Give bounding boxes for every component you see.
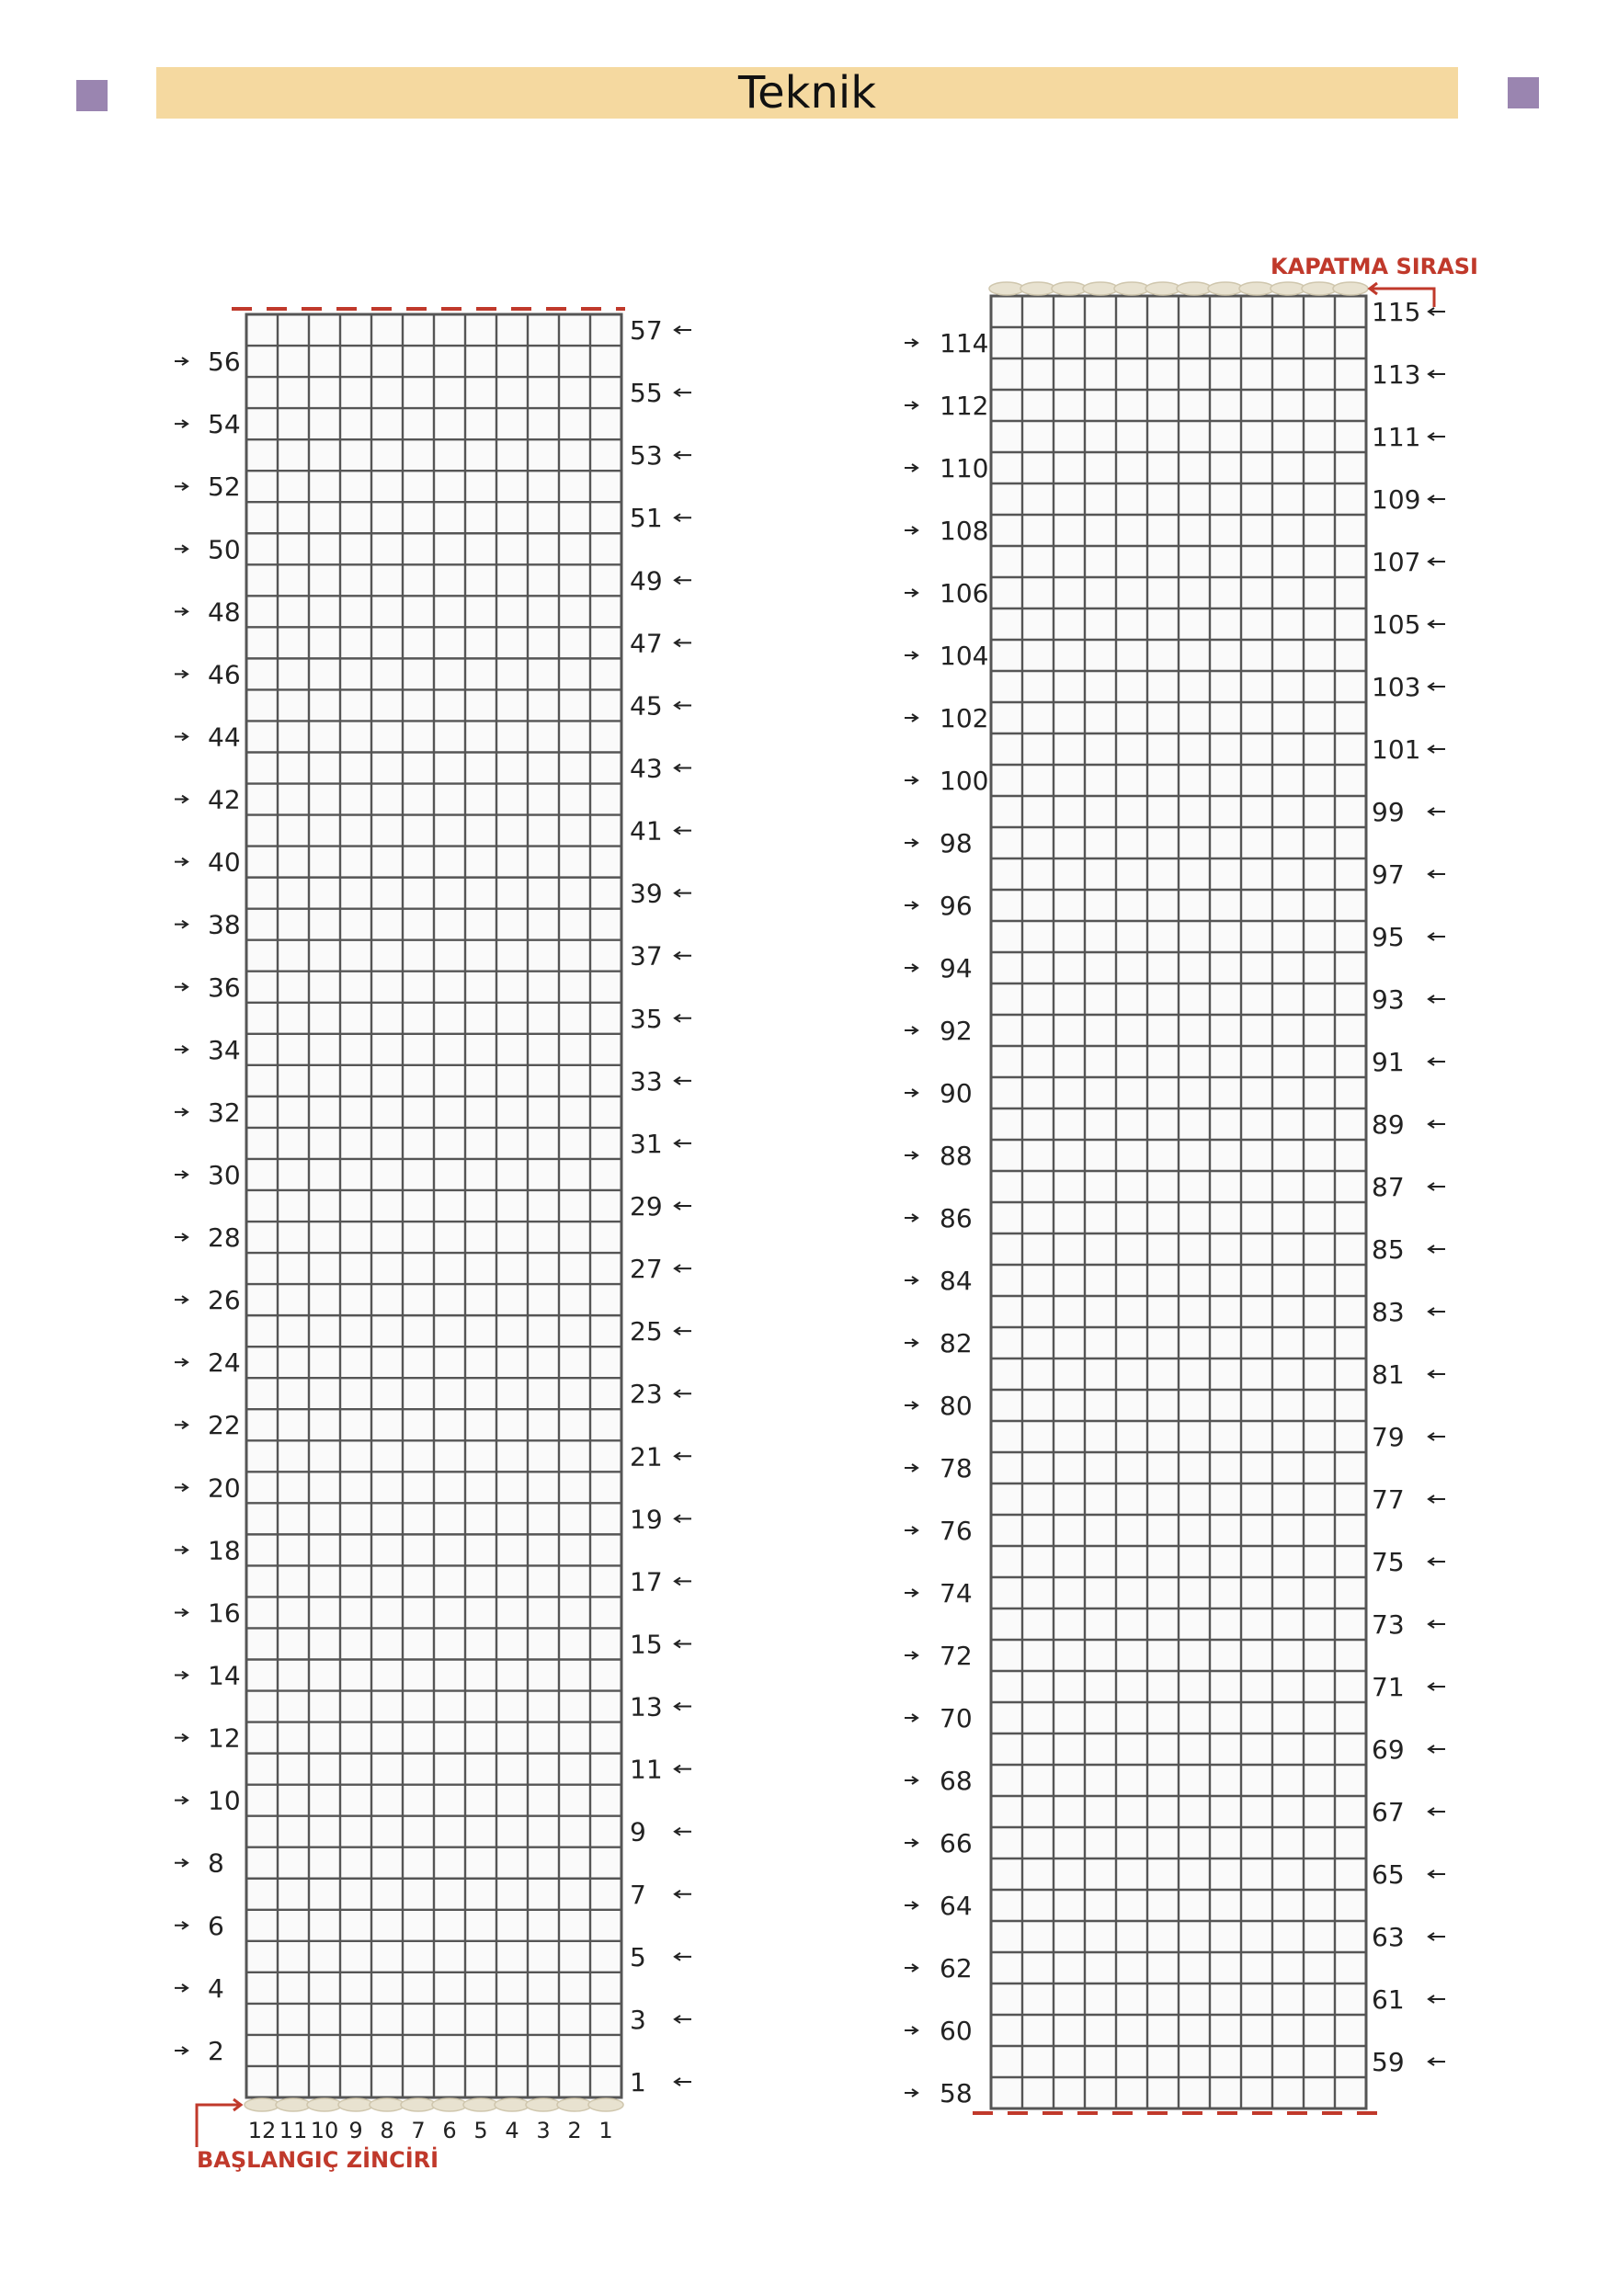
row-label: 85	[1372, 1234, 1405, 1265]
chain-stitch	[495, 2098, 530, 2111]
row-arrow-right	[175, 1483, 188, 1491]
row-label: 111	[1372, 422, 1421, 452]
row-label: 90	[940, 1078, 973, 1108]
row-arrow-left	[1429, 1308, 1445, 1315]
column-label: 9	[348, 2118, 363, 2143]
column-label: 8	[380, 2118, 394, 2143]
row-arrow-left	[675, 389, 691, 396]
row-label: 67	[1372, 1797, 1405, 1827]
row-label: 37	[630, 940, 663, 972]
row-arrow-right	[905, 1839, 917, 1847]
row-arrow-right	[905, 1589, 917, 1597]
row-arrow-right	[175, 1984, 188, 1992]
column-label: 10	[310, 2118, 339, 2143]
row-label: 59	[1372, 2047, 1405, 2077]
row-arrow-right	[905, 1152, 917, 1159]
row-arrow-left	[675, 1828, 691, 1836]
row-label: 65	[1372, 1859, 1405, 1890]
row-arrow-left	[675, 952, 691, 960]
row-arrow-right	[175, 1421, 188, 1428]
row-arrow-left	[1429, 1370, 1445, 1378]
row-label: 50	[208, 534, 241, 565]
row-label: 109	[1372, 484, 1421, 515]
chain-stitch	[338, 2098, 373, 2111]
row-label: 38	[208, 909, 241, 940]
chain-stitch	[307, 2098, 342, 2111]
row-arrow-left	[1429, 1495, 1445, 1503]
row-arrow-right	[905, 1902, 917, 1909]
row-arrow-right	[905, 1089, 917, 1097]
row-arrow-left	[675, 701, 691, 709]
row-arrow-right	[175, 921, 188, 928]
row-arrow-right	[905, 1964, 917, 1972]
row-arrow-right	[905, 1214, 917, 1222]
row-arrow-right	[905, 464, 917, 472]
row-arrow-right	[905, 902, 917, 909]
page-title: Teknik	[737, 67, 877, 119]
row-arrow-left	[675, 1703, 691, 1711]
row-label: 16	[208, 1597, 241, 1629]
row-label: 51	[630, 503, 663, 534]
row-arrow-left	[675, 1766, 691, 1773]
row-label: 66	[940, 1828, 973, 1858]
chain-stitch	[1114, 282, 1149, 295]
row-arrow-left	[1429, 308, 1445, 315]
column-label: 5	[473, 2118, 488, 2143]
row-arrow-right	[175, 358, 188, 365]
row-arrow-left	[1429, 683, 1445, 690]
row-arrow-right	[905, 1652, 917, 1659]
row-label: 42	[208, 784, 241, 815]
row-arrow-right	[175, 733, 188, 740]
column-label: 1	[598, 2118, 613, 2143]
row-arrow-right	[905, 777, 917, 784]
row-arrow-left	[1429, 1620, 1445, 1628]
row-arrow-right	[175, 1672, 188, 1679]
row-label: 106	[940, 578, 989, 608]
row-label: 97	[1372, 859, 1405, 890]
row-arrow-right	[175, 670, 188, 677]
row-arrow-left	[1429, 1995, 1445, 2003]
row-label: 39	[630, 878, 663, 909]
row-arrow-right	[175, 483, 188, 490]
chain-stitch	[1239, 282, 1274, 295]
row-label: 108	[940, 516, 989, 546]
chain-stitch	[1145, 282, 1180, 295]
row-arrow-right	[905, 589, 917, 597]
row-arrow-right	[175, 1046, 188, 1053]
row-arrow-left	[675, 2016, 691, 2023]
column-label: 2	[567, 2118, 582, 2143]
row-label: 103	[1372, 672, 1421, 702]
row-label: 114	[940, 328, 989, 358]
row-label: 53	[630, 440, 663, 472]
row-label: 92	[940, 1016, 973, 1046]
column-label: 3	[536, 2118, 551, 2143]
row-label: 49	[630, 565, 663, 597]
row-arrow-right	[175, 1233, 188, 1241]
row-arrow-right	[175, 1859, 188, 1867]
row-arrow-right	[905, 1464, 917, 1472]
row-label: 89	[1372, 1109, 1405, 1140]
row-label: 115	[1372, 297, 1421, 327]
row-label: 79	[1372, 1422, 1405, 1452]
row-label: 112	[940, 391, 989, 421]
row-arrow-right	[175, 420, 188, 427]
row-arrow-left	[675, 1265, 691, 1272]
row-label: 22	[208, 1410, 241, 1441]
row-label: 7	[630, 1879, 646, 1910]
chain-stitch	[1208, 282, 1243, 295]
chain-stitch	[557, 2098, 592, 2111]
column-label: 6	[442, 2118, 457, 2143]
chain-stitch	[370, 2098, 404, 2111]
chain-stitch	[1333, 282, 1368, 295]
row-label: 72	[940, 1641, 973, 1671]
row-arrow-left	[1429, 1183, 1445, 1190]
row-label: 20	[208, 1472, 241, 1504]
row-label: 63	[1372, 1922, 1405, 1952]
row-arrow-right	[905, 1402, 917, 1409]
row-label: 5	[630, 1941, 646, 1972]
row-label: 104	[940, 641, 989, 671]
row-arrow-right	[175, 608, 188, 615]
row-label: 70	[940, 1703, 973, 1733]
row-label: 80	[940, 1391, 973, 1421]
row-arrow-left	[675, 2078, 691, 2086]
column-label: 12	[247, 2118, 277, 2143]
chain-stitch	[401, 2098, 436, 2111]
row-label: 101	[1372, 734, 1421, 765]
row-label: 95	[1372, 922, 1405, 952]
row-arrow-left	[1429, 1058, 1445, 1065]
row-label: 2	[208, 2035, 224, 2066]
row-label: 76	[940, 1516, 973, 1546]
row-label: 94	[940, 953, 973, 983]
row-arrow-left	[675, 765, 691, 772]
row-label: 83	[1372, 1297, 1405, 1327]
row-label: 82	[940, 1328, 973, 1358]
row-label: 41	[630, 815, 663, 847]
row-arrow-left	[675, 1390, 691, 1397]
row-arrow-left	[675, 576, 691, 584]
row-arrow-left	[675, 1015, 691, 1022]
row-label: 11	[630, 1754, 663, 1785]
row-label: 96	[940, 891, 973, 921]
row-label: 10	[208, 1785, 241, 1816]
row-arrow-left	[1429, 808, 1445, 815]
row-label: 33	[630, 1065, 663, 1097]
row-label: 99	[1372, 797, 1405, 827]
row-label: 26	[208, 1285, 241, 1316]
chain-stitch	[588, 2098, 623, 2111]
row-label: 75	[1372, 1547, 1405, 1577]
row-label: 47	[630, 628, 663, 659]
row-arrow-right	[175, 1358, 188, 1366]
row-arrow-left	[675, 1640, 691, 1647]
chain-stitch	[989, 282, 1024, 295]
row-arrow-left	[1429, 558, 1445, 565]
chain-stitch	[1177, 282, 1212, 295]
row-arrow-left	[675, 451, 691, 459]
row-label: 21	[630, 1441, 663, 1472]
row-arrow-left	[675, 890, 691, 897]
row-arrow-right	[905, 2089, 917, 2097]
row-label: 52	[208, 472, 241, 503]
row-label: 64	[940, 1891, 973, 1921]
row-label: 61	[1372, 1984, 1405, 2015]
row-label: 46	[208, 659, 241, 690]
row-arrow-left	[675, 1953, 691, 1961]
row-arrow-left	[1429, 2058, 1445, 2065]
row-label: 9	[630, 1816, 646, 1847]
chain-stitch	[1270, 282, 1305, 295]
row-arrow-right	[175, 2047, 188, 2054]
row-arrow-right	[175, 1797, 188, 1804]
row-label: 28	[208, 1222, 241, 1254]
start-chain-label: BAŞLANGIÇ ZİNCİRİ	[197, 2147, 439, 2173]
row-label: 36	[208, 972, 241, 1003]
row-arrow-left	[675, 514, 691, 521]
chain-stitch	[276, 2098, 311, 2111]
row-arrow-right	[175, 858, 188, 866]
row-label: 55	[630, 378, 663, 409]
row-arrow-left	[1429, 1933, 1445, 1940]
row-label: 73	[1372, 1609, 1405, 1640]
chain-stitch	[1052, 282, 1087, 295]
start-arrow	[197, 2099, 241, 2147]
column-label: 7	[411, 2118, 426, 2143]
row-label: 13	[630, 1691, 663, 1722]
row-label: 44	[208, 722, 241, 753]
row-arrow-left	[675, 1515, 691, 1522]
row-label: 8	[208, 1847, 224, 1879]
row-arrow-right	[175, 1546, 188, 1553]
chain-stitch	[463, 2098, 498, 2111]
row-arrow-left	[675, 1202, 691, 1210]
row-label: 84	[940, 1266, 973, 1296]
row-label: 100	[940, 766, 989, 796]
row-arrow-left	[675, 1327, 691, 1335]
row-arrow-right	[905, 1714, 917, 1722]
row-label: 31	[630, 1128, 663, 1159]
row-arrow-left	[1429, 495, 1445, 503]
row-label: 17	[630, 1566, 663, 1597]
row-arrow-right	[905, 652, 917, 659]
chain-stitch	[526, 2098, 561, 2111]
row-arrow-right	[175, 1922, 188, 1929]
row-label: 71	[1372, 1672, 1405, 1702]
row-label: 93	[1372, 984, 1405, 1015]
row-label: 18	[208, 1535, 241, 1566]
row-label: 27	[630, 1254, 663, 1285]
row-arrow-right	[175, 983, 188, 991]
row-label: 3	[630, 2004, 646, 2035]
chain-stitch	[432, 2098, 467, 2111]
chain-stitch	[1302, 282, 1337, 295]
close-row-label: KAPATMA SIRASI	[1270, 254, 1478, 279]
row-arrow-left	[675, 1452, 691, 1460]
row-label: 78	[940, 1453, 973, 1483]
row-arrow-left	[1429, 995, 1445, 1003]
chain-stitch	[245, 2098, 279, 2111]
row-arrow-right	[905, 839, 917, 847]
row-label: 87	[1372, 1172, 1405, 1202]
row-arrow-left	[1429, 370, 1445, 378]
row-arrow-right	[175, 545, 188, 552]
row-arrow-right	[175, 1108, 188, 1116]
row-arrow-left	[675, 1077, 691, 1085]
row-arrow-left	[675, 1140, 691, 1147]
row-label: 88	[940, 1141, 973, 1171]
chain-stitch	[1020, 282, 1055, 295]
row-label: 113	[1372, 359, 1421, 390]
row-label: 32	[208, 1097, 241, 1128]
row-label: 77	[1372, 1484, 1405, 1515]
row-arrow-left	[1429, 870, 1445, 878]
row-arrow-right	[905, 964, 917, 972]
column-label: 11	[279, 2118, 308, 2143]
row-arrow-right	[175, 796, 188, 803]
row-label: 6	[208, 1910, 224, 1941]
row-label: 24	[208, 1347, 241, 1379]
column-label: 4	[505, 2118, 519, 2143]
row-label: 105	[1372, 609, 1421, 640]
row-label: 4	[208, 1972, 224, 2004]
row-arrow-left	[1429, 1870, 1445, 1878]
row-label: 40	[208, 847, 241, 878]
row-label: 56	[208, 347, 241, 378]
row-arrow-left	[1429, 933, 1445, 940]
row-label: 60	[940, 2016, 973, 2046]
row-arrow-right	[175, 1171, 188, 1178]
row-arrow-right	[905, 402, 917, 409]
row-label: 34	[208, 1034, 241, 1065]
row-label: 69	[1372, 1734, 1405, 1765]
row-label: 19	[630, 1504, 663, 1535]
chain-stitch	[1083, 282, 1118, 295]
row-label: 15	[630, 1629, 663, 1660]
row-label: 57	[630, 315, 663, 347]
row-label: 35	[630, 1003, 663, 1034]
row-label: 23	[630, 1379, 663, 1410]
row-arrow-right	[175, 1296, 188, 1303]
row-label: 68	[940, 1766, 973, 1796]
row-arrow-left	[1429, 1433, 1445, 1440]
row-arrow-right	[905, 339, 917, 347]
row-label: 30	[208, 1159, 241, 1190]
row-label: 110	[940, 453, 989, 483]
row-label: 1	[630, 2066, 646, 2097]
row-label: 91	[1372, 1047, 1405, 1077]
row-label: 25	[630, 1316, 663, 1347]
row-arrow-left	[1429, 1558, 1445, 1565]
row-arrow-right	[905, 1527, 917, 1534]
row-label: 86	[940, 1203, 973, 1233]
row-label: 43	[630, 753, 663, 784]
row-arrow-left	[675, 326, 691, 334]
row-label: 29	[630, 1191, 663, 1222]
row-arrow-left	[1429, 433, 1445, 440]
row-label: 81	[1372, 1359, 1405, 1390]
row-arrow-right	[905, 1027, 917, 1034]
row-label: 107	[1372, 547, 1421, 577]
right-chart	[905, 282, 1445, 2113]
row-arrow-left	[675, 1577, 691, 1585]
row-arrow-left	[675, 827, 691, 835]
row-arrow-right	[175, 1734, 188, 1742]
row-label: 102	[940, 703, 989, 733]
row-label: 58	[940, 2078, 973, 2108]
row-label: 74	[940, 1578, 973, 1608]
row-label: 45	[630, 690, 663, 722]
row-arrow-left	[1429, 1120, 1445, 1128]
row-label: 62	[940, 1953, 973, 1983]
row-arrow-right	[175, 1608, 188, 1616]
row-arrow-left	[675, 639, 691, 646]
row-label: 14	[208, 1660, 241, 1691]
row-arrow-left	[1429, 1808, 1445, 1815]
left-chart	[175, 309, 691, 2147]
row-label: 12	[208, 1722, 241, 1754]
row-arrow-right	[905, 1277, 917, 1284]
row-arrow-left	[1429, 1245, 1445, 1253]
row-arrow-right	[905, 1777, 917, 1784]
row-arrow-right	[905, 714, 917, 722]
row-arrow-left	[1429, 745, 1445, 753]
row-arrow-right	[905, 527, 917, 534]
row-arrow-left	[1429, 1745, 1445, 1753]
row-arrow-right	[905, 2027, 917, 2034]
row-arrow-left	[1429, 1683, 1445, 1690]
row-arrow-right	[905, 1339, 917, 1347]
row-arrow-left	[1429, 620, 1445, 628]
row-label: 98	[940, 828, 973, 858]
row-arrow-left	[675, 1891, 691, 1898]
row-label: 48	[208, 597, 241, 628]
row-label: 54	[208, 409, 241, 440]
